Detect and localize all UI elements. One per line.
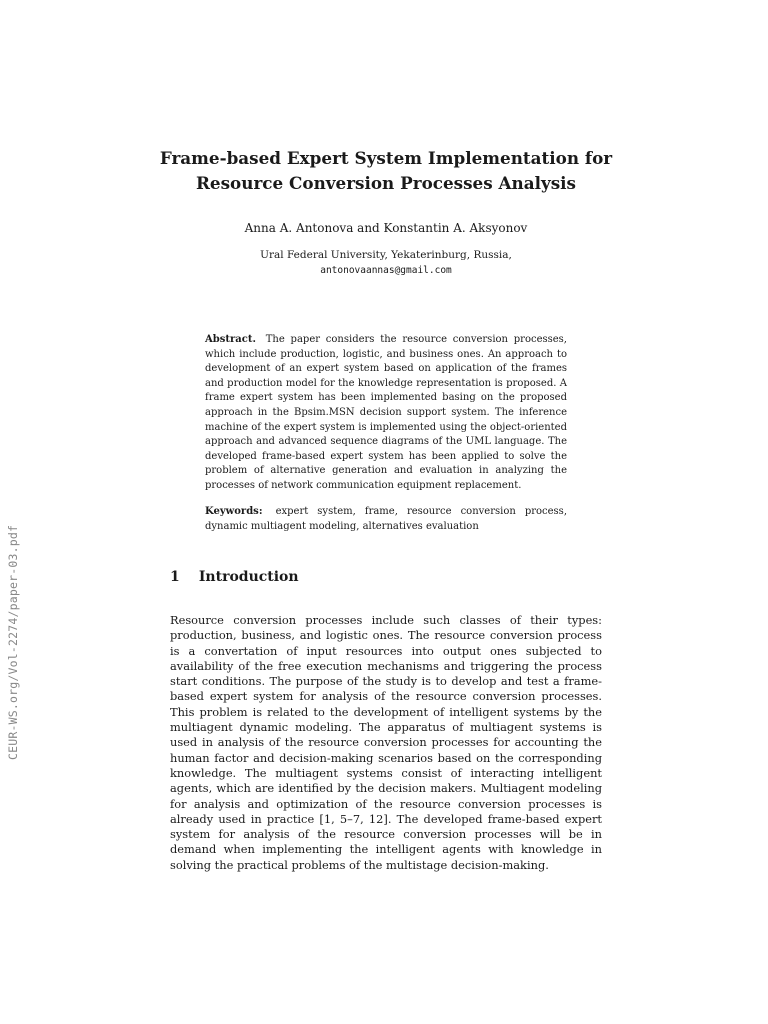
section-title: Introduction: [198, 569, 299, 585]
paper-affiliation-block: [100, 248, 672, 278]
paper-title: [100, 146, 672, 196]
abstract: [205, 333, 567, 494]
keywords: [205, 505, 567, 534]
keywords-text: expert system, frame, resource conversion process, dynamic multiagent modeling, alternatives evaluation: [205, 506, 567, 532]
author-email: antonovaannas@gmail.com: [320, 265, 452, 276]
paper-title-line-1: Frame-based Expert System Implementation for: [159, 148, 613, 168]
section-number: 1: [170, 569, 180, 585]
paper-affiliation: Ural Federal University, Yekaterinburg, Russia,: [260, 249, 512, 261]
abstract-label: Abstract.: [205, 334, 256, 345]
section-heading-introduction: [170, 567, 299, 587]
paper-title-line-2: Resource Conversion Processes Analysis: [195, 173, 577, 193]
introduction-paragraph: Resource conversion processes include such classes of their types: production, business, and logistic ones. The resource conversion process is a convertation of input resources into output ones subjected to availability of the free execution mechanisms and triggering the process start conditions. The purpose of the study is to develop and test a frame-based expert system for analysis of the resource conversion processes. This problem is related to the development of intelligent systems by the multiagent dynamic modeling. The apparatus of multiagent systems is used in analysis of the resource conversion processes for accounting the human factor and decision-making scenarios based on the corresponding knowledge. The multiagent systems consist of interacting intelligent agents, which are identified by the decision makers. Multiagent modeling for analysis and optimization of the resource conversion processes is already used in practice [1, 5–7, 12]. The developed frame-based expert system for analysis of the resource conversion processes will be in demand when implementing the intelligent agents with knowledge in solving the practical problems of the multistage decision-making.: [170, 613, 602, 872]
abstract-text: The paper considers the resource conversion processes, which include production, logistic, and business ones. An approach to development of an expert system based on application of the frames and production model for the knowledge representation is proposed. A frame expert system has been implemented basing on the proposed approach in the Bpsim.MSN decision support system. The inference machine of the expert system is implemented using the object-oriented approach and advanced sequence diagrams of the UML language. The developed frame-based expert system has been applied to solve the problem of alternative generation and evaluation in analyzing the processes of network communication equipment replacement.: [205, 334, 567, 491]
paper-authors: Anna A. Antonova and Konstantin A. Aksyonov: [244, 221, 528, 235]
side-watermark: CEUR-WS.org/Vol-2274/paper-03.pdf: [6, 524, 20, 760]
keywords-label: Keywords:: [205, 506, 263, 517]
